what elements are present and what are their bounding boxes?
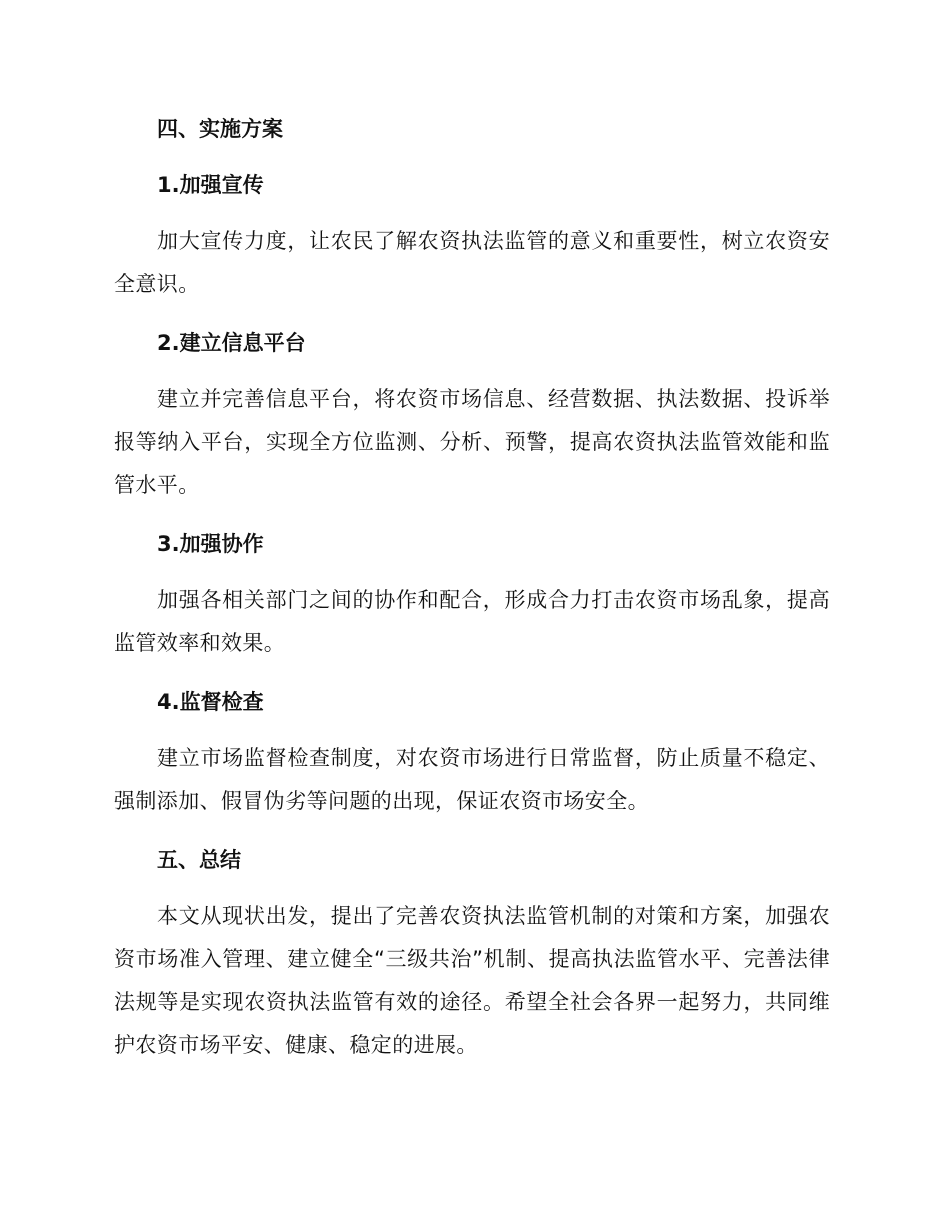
document-page [114,108,830,1083]
paragraph-cooperation: 加强各相关部门之间的协作和配合，形成合力打击农资市场乱象，提高监管效率和效果。 [114,588,830,655]
paragraph-inspection: 建立市场监督检查制度，对农资市场进行日常监督，防止质量不稳定、强制添加、假冒伪劣等问题的出现，保证农资市场安全。 [114,746,830,813]
section-heading-implementation: 四、实施方案 [157,117,283,141]
subheading-publicity: 1.加强宣传 [157,173,264,197]
subheading-cooperation: 3.加强协作 [157,532,264,556]
subheading-inspection: 4.监督检查 [157,690,264,714]
subheading-info-platform: 2.建立信息平台 [157,331,306,355]
paragraph-publicity: 加大宣传力度，让农民了解农资执法监管的意义和重要性，树立农资安全意识。 [114,229,830,296]
paragraph-info-platform: 建立并完善信息平台，将农资市场信息、经营数据、执法数据、投诉举报等纳入平台，实现全方位监测、分析、预警，提高农资执法监管效能和监管水平。 [114,387,830,497]
paragraph-summary: 本文从现状出发，提出了完善农资执法监管机制的对策和方案，加强农资市场准入管理、建立健全“三级共治”机制、提高执法监管水平、完善法律法规等是实现农资执法监管有效的途径。希望全社会各界一起努力，共同维护农资市场平安、健康、稳定的进展。 [114,904,830,1057]
section-heading-summary: 五、总结 [157,848,241,872]
